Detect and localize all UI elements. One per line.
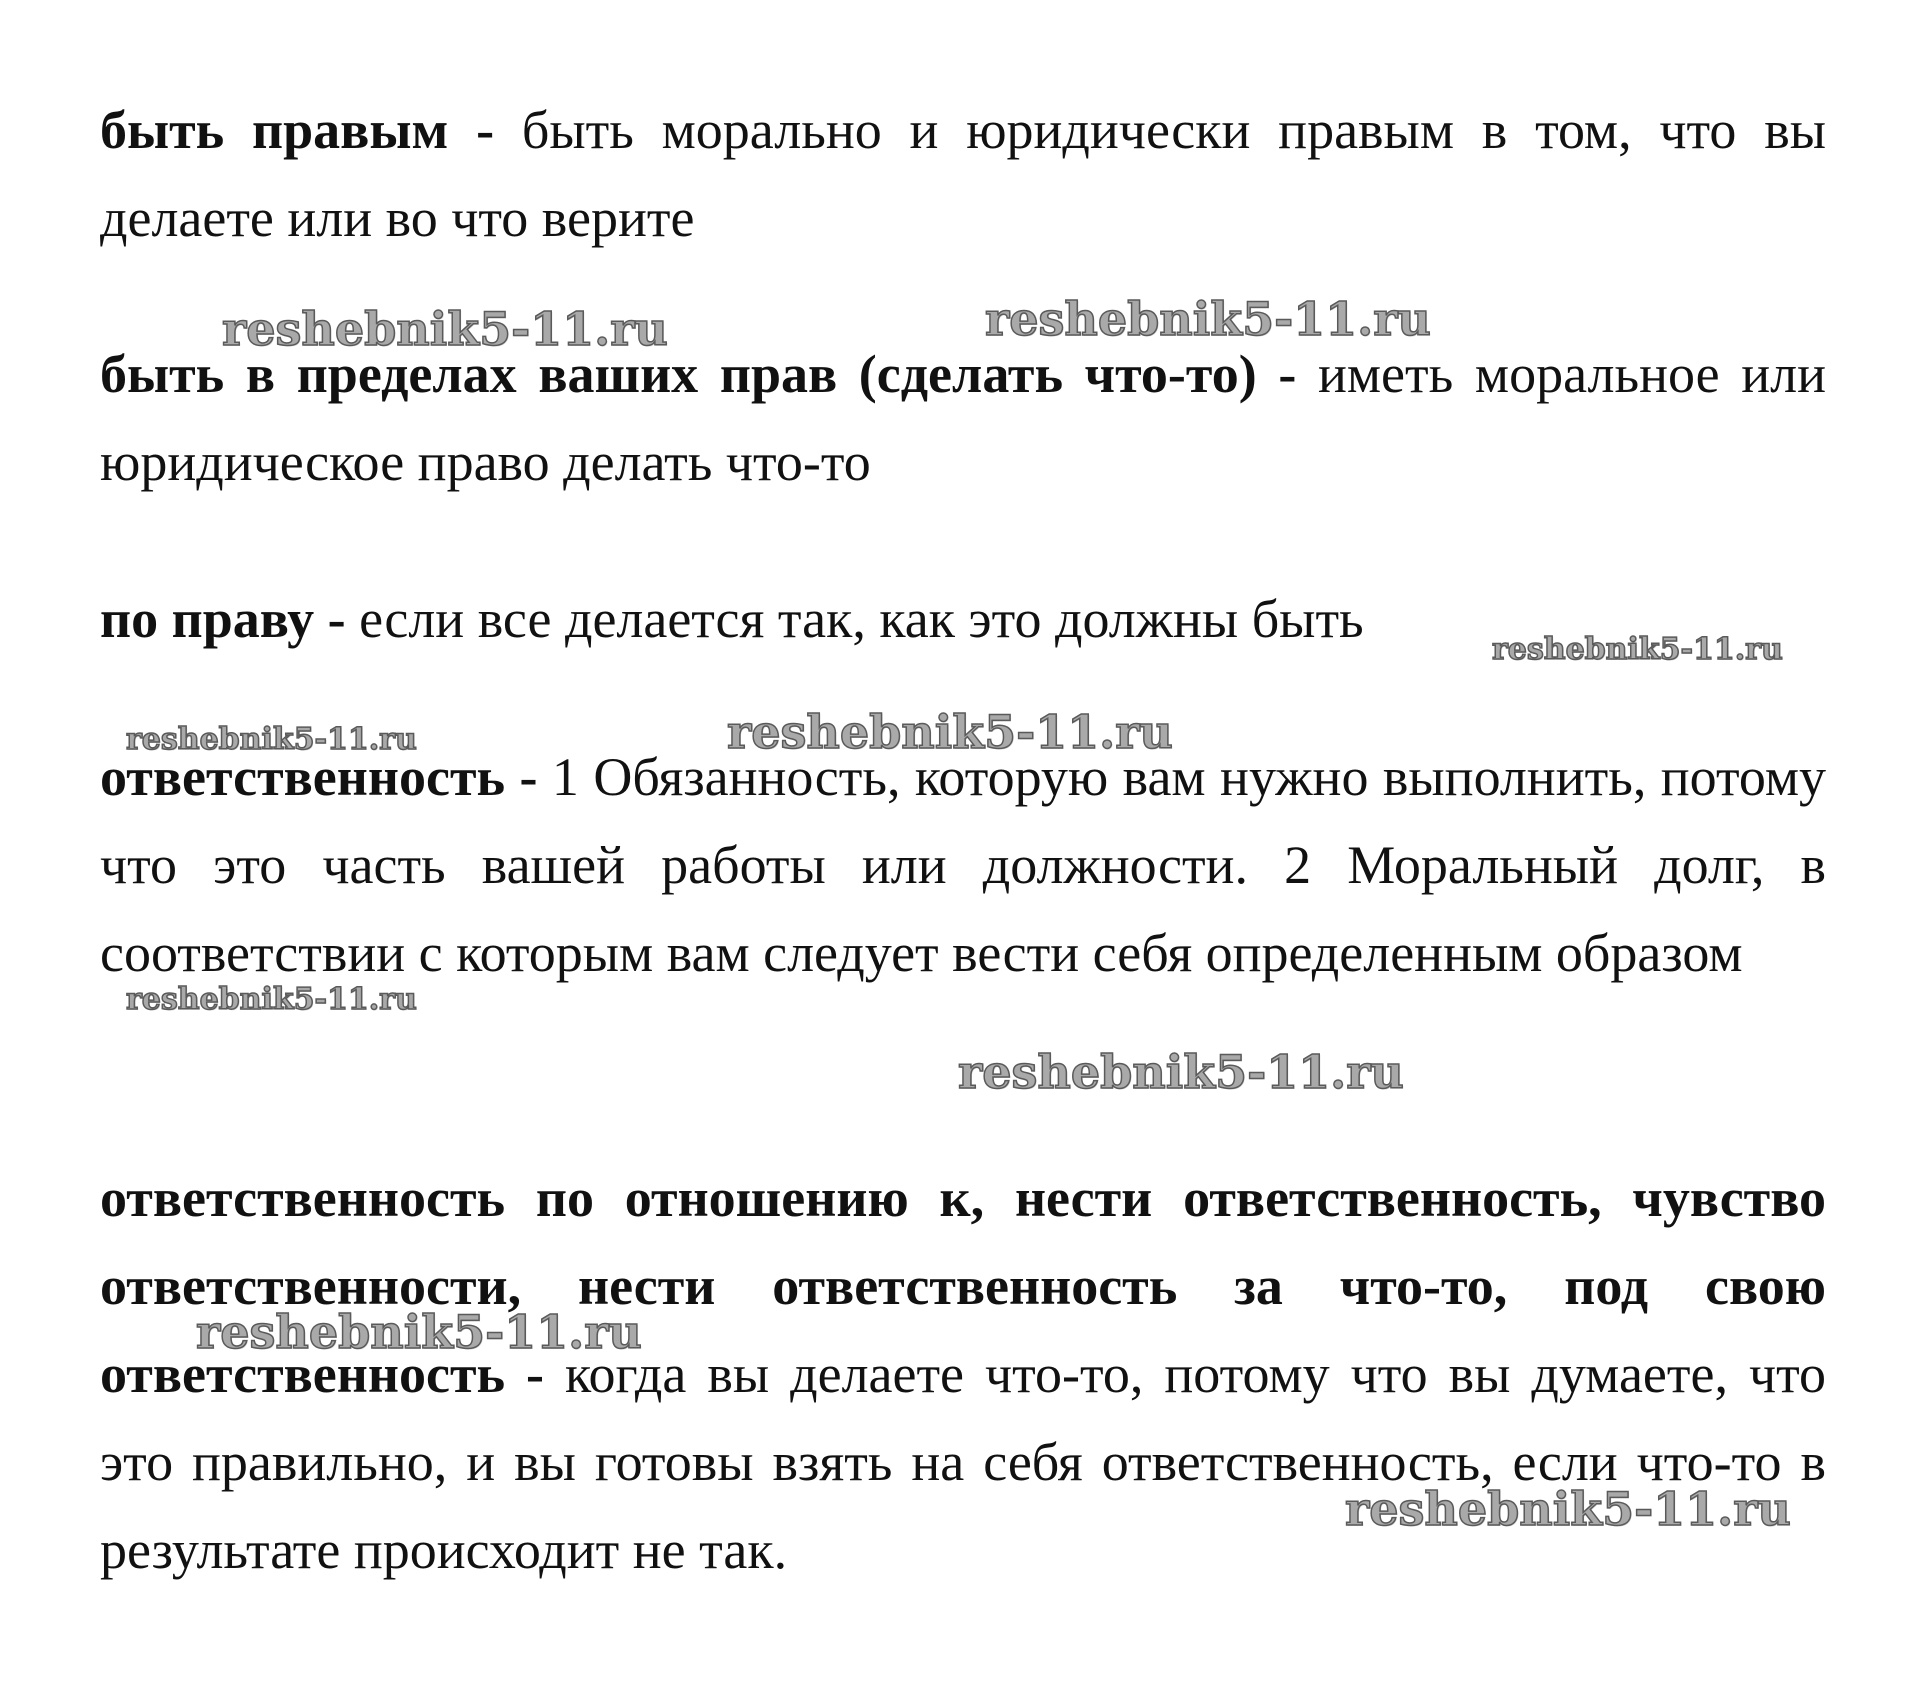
- watermark: reshebnik5-11.ru: [958, 1045, 1404, 1099]
- entry-byt-pravym: [100, 86, 1826, 262]
- watermark: reshebnik5-11.ru: [727, 705, 1173, 759]
- entry-definition: 1 Обязанность, которую вам нужно выполнить, потому что это часть вашей работы или должности. 2 Моральный долг, в соответствии с которым вам следует вести себя определенным образом: [100, 747, 1826, 983]
- watermark: reshebnik5-11.ru: [1345, 1482, 1791, 1536]
- watermark: reshebnik5-11.ru: [126, 982, 417, 1017]
- entry-separator: -: [314, 589, 360, 649]
- entry-definition: иметь моральное или юридическое право делать что-то: [100, 344, 1826, 492]
- entry-term: ответственность: [100, 747, 506, 807]
- entry-po-pravu: [100, 575, 1826, 663]
- entry-definition: если все делается так, как это должны быть: [359, 589, 1364, 649]
- entry-definition: быть морально и юридически правым в том, что вы делаете или во что верите: [100, 100, 1826, 248]
- entry-v-predelakh-prav: [100, 330, 1826, 506]
- entry-term: быть в пределах ваших прав (сделать что-то): [100, 344, 1257, 404]
- entry-separator: -: [505, 1344, 565, 1404]
- entry-term: быть правым: [100, 100, 449, 160]
- entry-separator: -: [448, 100, 522, 160]
- entry-term: по праву: [100, 589, 315, 649]
- entry-term: ответственность по отношению к, нести ответственность, чувство ответственности, нести ответственность за что-то, под свою ответственность: [100, 1168, 1826, 1404]
- watermark: reshebnik5-11.ru: [222, 302, 668, 356]
- entry-otvetstvennost: [100, 733, 1826, 997]
- entry-separator: -: [505, 747, 552, 807]
- entry-otvetstvennost-po-otnosheniyu: [100, 1154, 1826, 1594]
- watermark: reshebnik5-11.ru: [985, 292, 1431, 346]
- watermark: reshebnik5-11.ru: [126, 722, 417, 757]
- entry-definition: когда вы делаете что-то, потому что вы думаете, что это правильно, и вы готовы взять на себя ответственность, если что-то в результате происходит не так.: [100, 1344, 1826, 1580]
- watermark: reshebnik5-11.ru: [1492, 632, 1783, 667]
- watermark: reshebnik5-11.ru: [196, 1305, 642, 1359]
- entry-separator: -: [1256, 344, 1318, 404]
